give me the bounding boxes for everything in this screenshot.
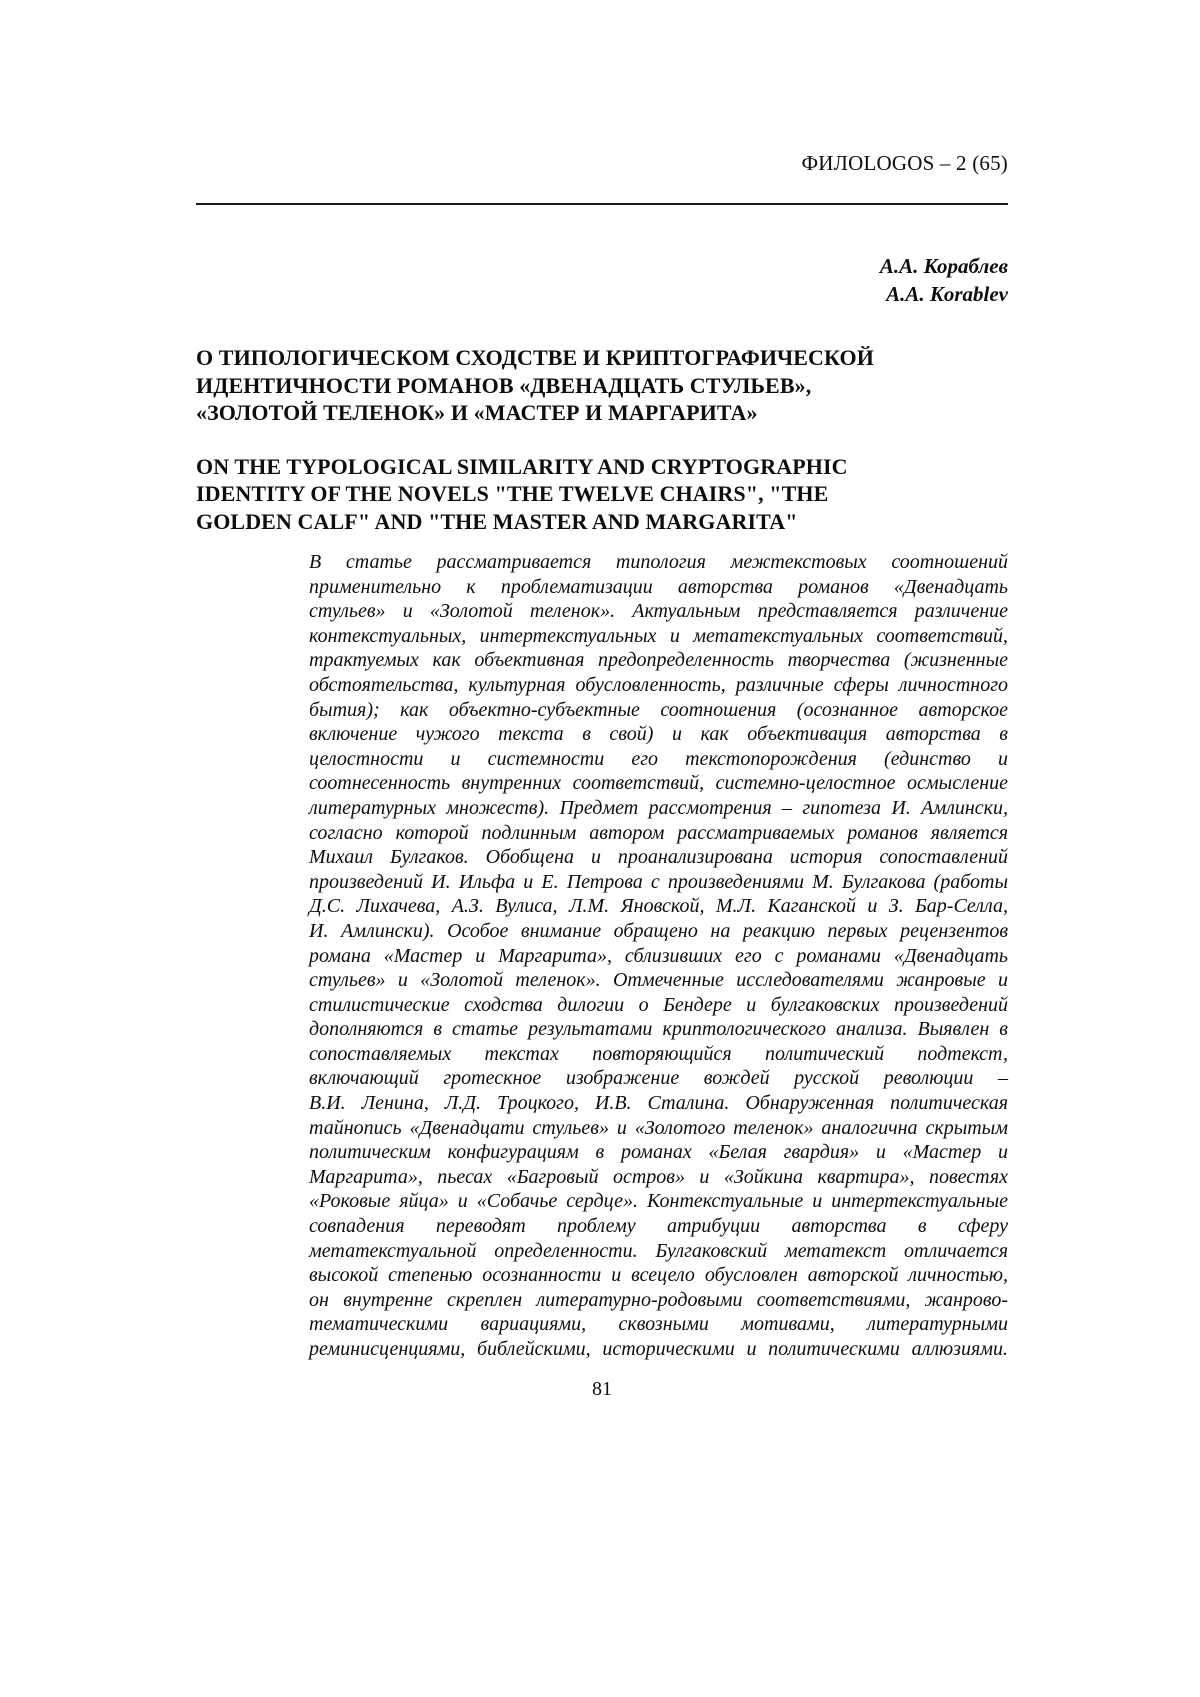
abstract-line: метатекстуальной определенности. Булгаковский метатекст отличается bbox=[309, 1239, 1008, 1262]
abstract-line: стульев» и «Золотой теленок». Отмеченные исследователями жанровые и bbox=[309, 969, 1008, 992]
header-rule bbox=[196, 203, 1008, 205]
abstract-line: «Роковые яйца» и «Собачье сердце». Контекстуальные и интертекстуальные bbox=[309, 1190, 1008, 1213]
journal-header: ФИЛОLOGOS – 2 (65) bbox=[801, 151, 1008, 175]
abstract-line: В.И. Ленина, Л.Д. Троцкого, И.В. Сталина. Обнаруженная политическая bbox=[309, 1092, 1008, 1115]
author-block bbox=[196, 252, 1008, 308]
abstract-line: согласно которой подлинным автором рассматриваемых романов является bbox=[309, 821, 1008, 844]
abstract-line: произведений И. Ильфа и Е. Петрова с произведениями М. Булгакова (работы bbox=[309, 870, 1008, 893]
abstract-line: применительно к проблематизации авторства романов «Двенадцать bbox=[309, 575, 1008, 598]
title-english-line: ON THE TYPOLOGICAL SIMILARITY AND CRYPTOGRAPHIC bbox=[196, 453, 848, 479]
abstract-line: высокой степенью осознанности и всецело обусловлен авторской личностью, bbox=[309, 1264, 1008, 1287]
title-russian-line: О ТИПОЛОГИЧЕСКОМ СХОДСТВЕ И КРИПТОГРАФИЧЕСКОЙ bbox=[196, 345, 874, 370]
title-russian-line: ИДЕНТИЧНОСТИ РОМАНОВ «ДВЕНАДЦАТЬ СТУЛЬЕВ», bbox=[196, 372, 812, 398]
abstract-line: контекстуальных, интертекстуальных и метатекстуальных соответствий, bbox=[309, 624, 1008, 647]
abstract-line: бытия); как объектно-субъектные соотношения (осознанное авторское bbox=[309, 698, 1008, 721]
abstract-line: дополняются в статье результатами криптологического анализа. Выявлен в bbox=[309, 1018, 1008, 1041]
title-russian bbox=[196, 344, 1008, 427]
author-name-latin: A.A. Korablev bbox=[886, 282, 1008, 306]
page-number: 81 bbox=[592, 1378, 612, 1400]
abstract-line: романа «Мастер и Маргарита», сблизивших его с романами «Двенадцать bbox=[309, 944, 1008, 967]
title-russian-line: «ЗОЛОТОЙ ТЕЛЕНОК» И «МАСТЕР И МАРГАРИТА» bbox=[196, 400, 758, 425]
abstract-line: Михаил Булгаков. Обобщена и проанализирована история сопоставлений bbox=[309, 846, 1008, 869]
abstract-line: И. Амлински). Особое внимание обращено на реакцию первых рецензентов bbox=[309, 919, 1008, 942]
abstract-line: обстоятельства, культурная обусловленность, различные сферы личностного bbox=[309, 673, 1008, 696]
author-name-russian: А.А. Кораблев bbox=[879, 254, 1008, 278]
abstract-line: он внутренне скреплен литературно-родовыми соответствиями, жанрово- bbox=[309, 1288, 1008, 1311]
abstract-line: реминисценциями, библейскими, историческими и политическими аллюзиями. bbox=[309, 1338, 1008, 1360]
abstract-line: сопоставляемых текстах повторяющийся политический подтекст, bbox=[309, 1042, 1008, 1065]
abstract-line: стульев» и «Золотой теленок». Актуальным представляется различение bbox=[309, 600, 1008, 623]
abstract-line: политическим конфигурациям в романах «Белая гвардия» и «Мастер и bbox=[309, 1141, 1008, 1164]
abstract-line: тематическими вариациями, сквозными мотивами, литературными bbox=[309, 1313, 1008, 1336]
abstract-line: соотнесенность внутренних соответствий, системно-целостное осмысление bbox=[309, 772, 1008, 795]
abstract-line: В статье рассматривается типология межтекстовых соотношений bbox=[309, 551, 1008, 573]
abstract-line: тайнопись «Двенадцати стульев» и «Золотого теленок» аналогична скрытым bbox=[309, 1116, 1008, 1139]
title-english-line: GOLDEN CALF" AND "THE MASTER AND MARGARITA" bbox=[196, 508, 798, 534]
abstract-line: включающий гротескное изображение вождей русской революции – bbox=[309, 1067, 1008, 1090]
abstract-line: стилистические сходства дилогии о Бендере и булгаковских произведений bbox=[309, 993, 1008, 1016]
abstract-line: целостности и системности его текстопорождения (единство и bbox=[309, 747, 1008, 770]
abstract-line: Д.С. Лихачева, А.З. Вулиса, Л.М. Яновской, М.Л. Каганской и З. Бар-Селла, bbox=[309, 895, 1008, 918]
abstract bbox=[309, 550, 1008, 1362]
abstract-line: трактуемых как объективная предопределенность творчества (жизненные bbox=[309, 649, 1008, 672]
title-english bbox=[196, 453, 1008, 536]
abstract-line: Маргарита», пьесах «Багровый остров» и «Зойкина квартира», повестях bbox=[309, 1165, 1008, 1188]
abstract-line: включение чужого текста в свой) и как объективация авторства в bbox=[309, 723, 1008, 746]
abstract-line: совпадения переводят проблему атрибуции авторства в сферу bbox=[309, 1215, 1008, 1238]
title-english-line: IDENTITY OF THE NOVELS "THE TWELVE CHAIRS", "THE bbox=[196, 481, 829, 506]
abstract-line: литературных множеств). Предмет рассмотрения – гипотеза И. Амлински, bbox=[309, 796, 1008, 819]
